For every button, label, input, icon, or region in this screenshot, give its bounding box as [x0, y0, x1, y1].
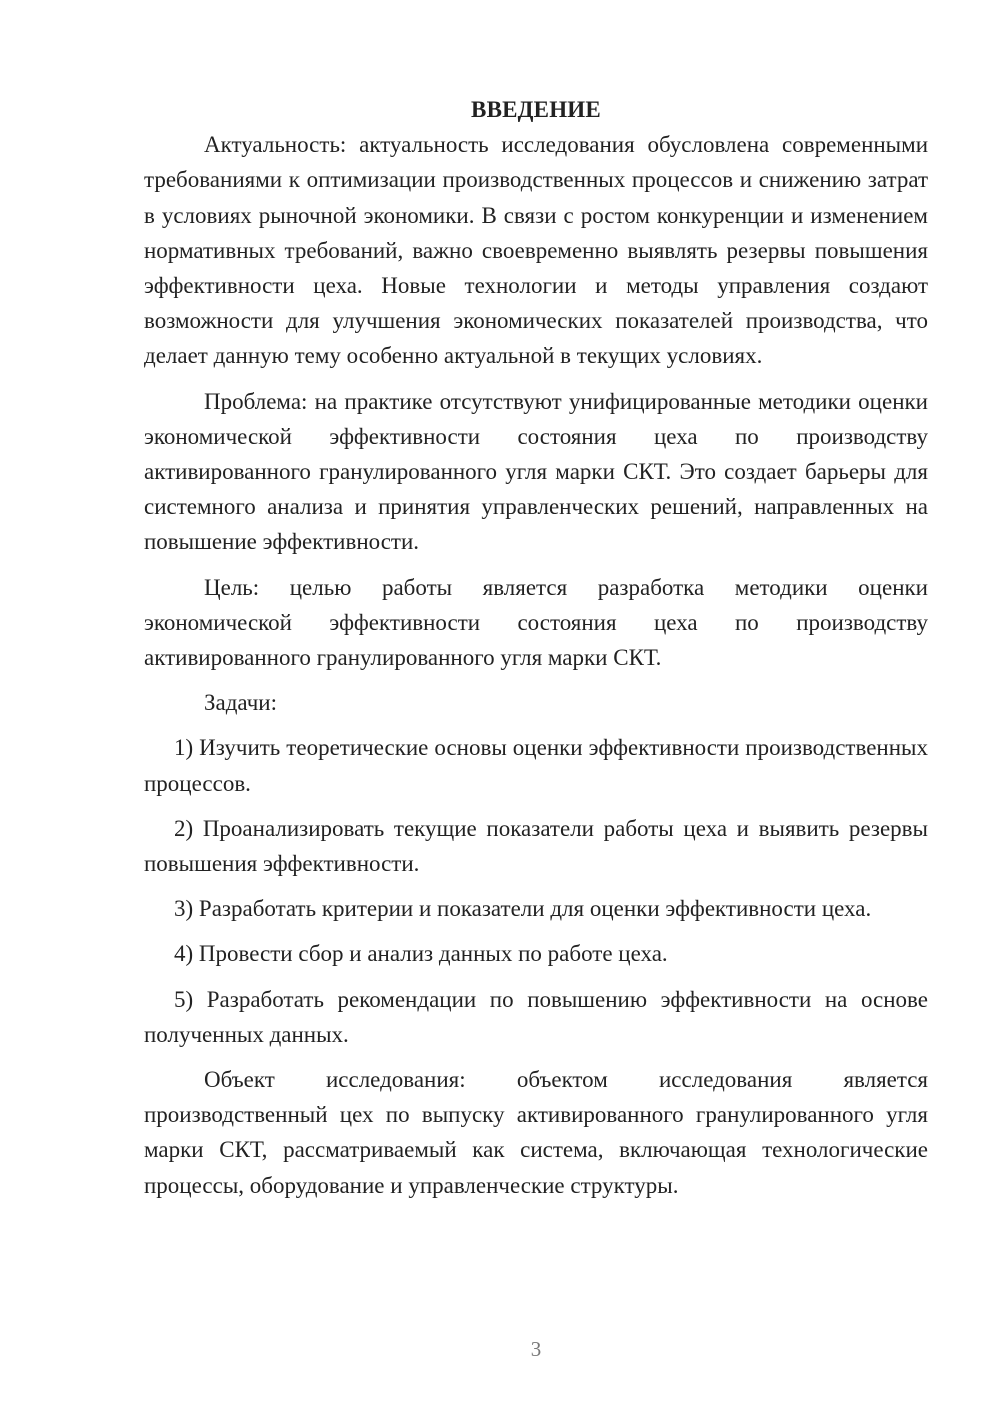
tasks-heading: Задачи:	[204, 690, 277, 716]
page-content	[144, 92, 928, 1203]
page-number: 3	[530, 1337, 542, 1361]
task-item-2: 2) Проанализировать текущие показатели работы цеха и выявить резервы повышения эффективности.	[144, 815, 928, 877]
task-item-1: 1) Изучить теоретические основы оценки эффективности производственных процессов.	[144, 735, 928, 796]
paragraph-problem: Проблема: на практике отсутствуют унифицированные методики оценки экономической эффективности состояния цеха по производству активированного гранулированного угля марки СКТ. Это создает барьеры для системного анализа и принятия управленческих решений, направленных на повышение эффективности.	[144, 388, 928, 555]
task-item-5: 5) Разработать рекомендации по повышению эффективности на основе полученных данных.	[144, 986, 928, 1047]
paragraph-relevance: Актуальность: актуальность исследования обусловлена современными требованиями к оптимизации производственных процессов и снижению затрат в условиях рыночной экономики. В связи с ростом конкуренции и изменением нормативных требований, важно своевременно выявлять резервы повышения эффективности цеха. Новые технологии и методы управления создают возможности для улучшения экономических показателей производства, что делает данную тему особенно актуальной в текущих условиях.	[144, 132, 928, 369]
task-item-3: 3) Разработать критерии и показатели для оценки эффективности цеха.	[174, 896, 872, 922]
paragraph-goal: Цель: целью работы является разработка методики оценки экономической эффективности состояния цеха по производству активированного гранулированного угля марки СКТ.	[144, 574, 928, 671]
task-item-4: 4) Провести сбор и анализ данных по работе цеха.	[174, 941, 668, 967]
section-title: ВВЕДЕНИЕ	[471, 97, 601, 122]
paragraph-object: Объект исследования: объектом исследования является производственный цех по выпуску активированного гранулированного угля марки СКТ, рассматриваемый как система, включающая технологические процессы, оборудование и управленческие структуры.	[144, 1067, 928, 1198]
